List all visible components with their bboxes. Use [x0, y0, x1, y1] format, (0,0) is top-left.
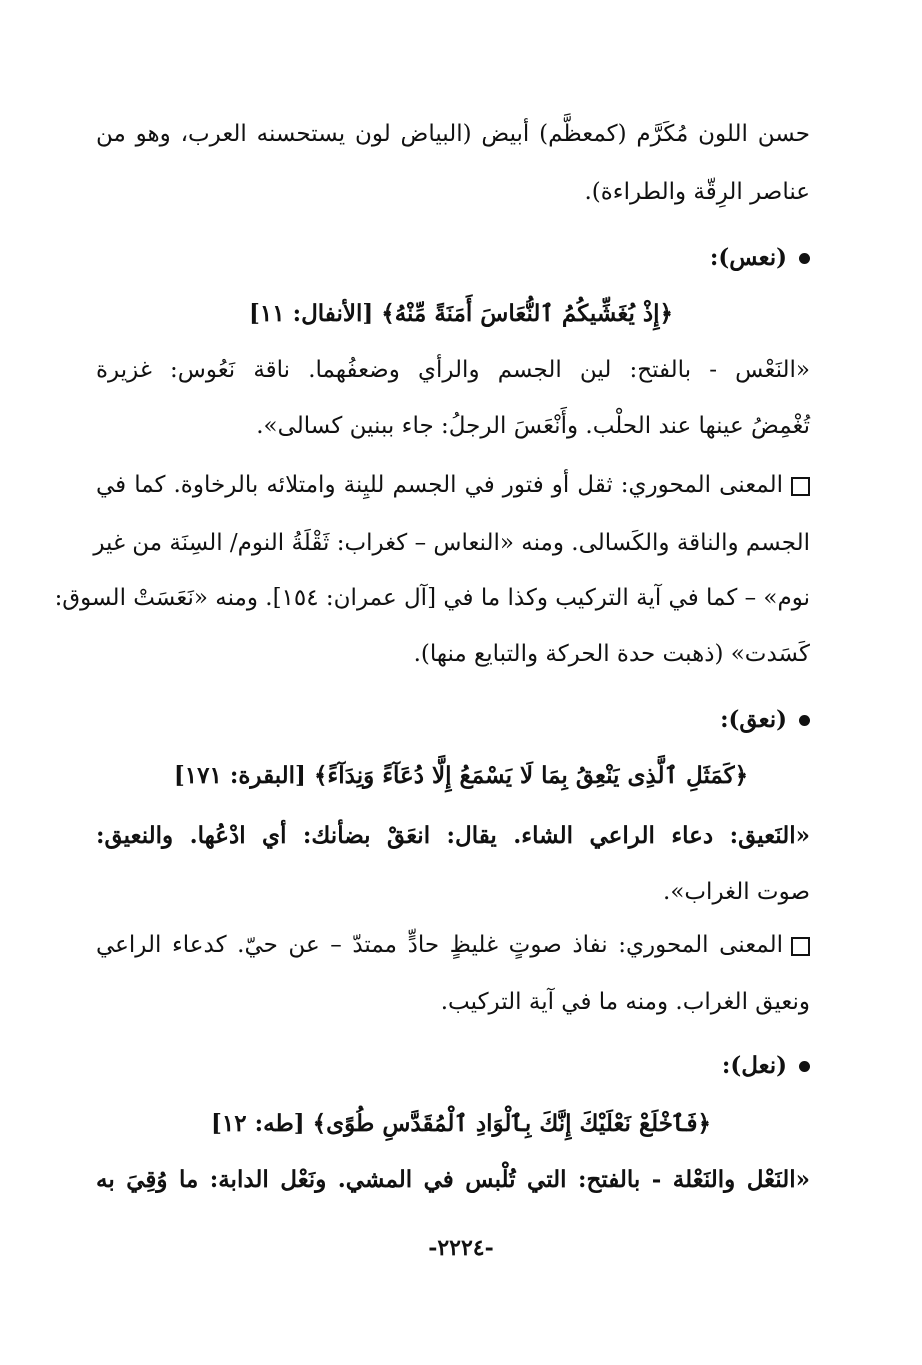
quran-verse: ﴿كَمَثَلِ ٱلَّذِى يَنْعِقُ بِمَا لَا يَسْمَعُ إِلَّا دُعَآءً وَنِدَآءً﴾ [البقرة: ١٧١] — [173, 762, 749, 789]
text-line: عناصر الرِقّة والطراءة). — [584, 179, 810, 205]
square-box-icon — [791, 937, 810, 956]
text-line — [96, 465, 810, 505]
text-line: «النَعْل والنَعْلة - بالفتح: التي تُلْبس في المشي. ونَعْل الدابة: ما وُقِيَ به — [96, 1166, 810, 1193]
text-line: ونعيق الغراب. ومنه ما في آية التركيب. — [440, 989, 810, 1015]
text-line: حسن اللون مُكَرَّم (كمعظَّم) أبيض (البياض لون يستحسنه العرب، وهو من — [96, 121, 810, 147]
entry-heading-label: (نعس): — [709, 244, 787, 271]
entry-heading — [96, 700, 810, 740]
text-line: «النَعْس - بالفتح: لين الجسم والرأي وضعفُهما. ناقة نَعُوس: غزيرة — [96, 357, 810, 383]
bullet-icon — [799, 253, 810, 264]
entry-heading — [96, 238, 810, 278]
text-line: نوم» – كما في آية التركيب وكذا ما في [آل عمران: ١٥٤]. ومنه «نَعَسَتْ السوق: — [54, 585, 810, 611]
text-line: كَسَدت» (ذهبت حدة الحركة والتبايع منها). — [413, 641, 810, 667]
page-number: -٢٢٢٤- — [428, 1235, 494, 1261]
core-meaning-text: المعنى المحوري: ثقل أو فتور في الجسم لليِنة وامتلائه بالرخاوة. كما في — [96, 472, 783, 498]
entry-heading-label: (نعق): — [720, 706, 787, 733]
core-meaning-text: المعنى المحوري: نفاذ صوتٍ غليظٍ حادٍّ ممتدّ – عن حيّ. كدعاء الراعي — [96, 932, 783, 958]
text-line — [96, 925, 810, 965]
square-box-icon — [791, 477, 810, 496]
text-line: صوت الغراب». — [663, 879, 810, 905]
entry-heading — [96, 1046, 810, 1086]
bullet-icon — [799, 715, 810, 726]
text-line: الجسم والناقة والكَسالى. ومنه «النعاس – كغراب: ثَقْلَةُ النوم/ السِنَة من غير — [93, 530, 810, 556]
quran-verse: ﴿فَٱخْلَعْ نَعْلَيْكَ إِنَّكَ بِٱلْوَادِ ٱلْمُقَدَّسِ طُوًى﴾ [طه: ١٢] — [211, 1110, 711, 1137]
text-line: «النَعيق: دعاء الراعي الشاء. يقال: انعَقْ بضأنك: أي ادْعُها. والنعيق: — [96, 822, 810, 849]
entry-heading-label: (نعل): — [721, 1052, 787, 1079]
text-line: تُغْمِضُ عينها عند الحلْب. وأَنْعَسَ الرجلُ: جاء ببنين كسالى». — [256, 413, 810, 439]
quran-verse: ﴿إِذْ يُغَشِّيكُمُ ٱلنُّعَاسَ أَمَنَةً مِّنْهُ﴾ [الأنفال: ١١] — [248, 300, 673, 327]
bullet-icon — [799, 1061, 810, 1072]
